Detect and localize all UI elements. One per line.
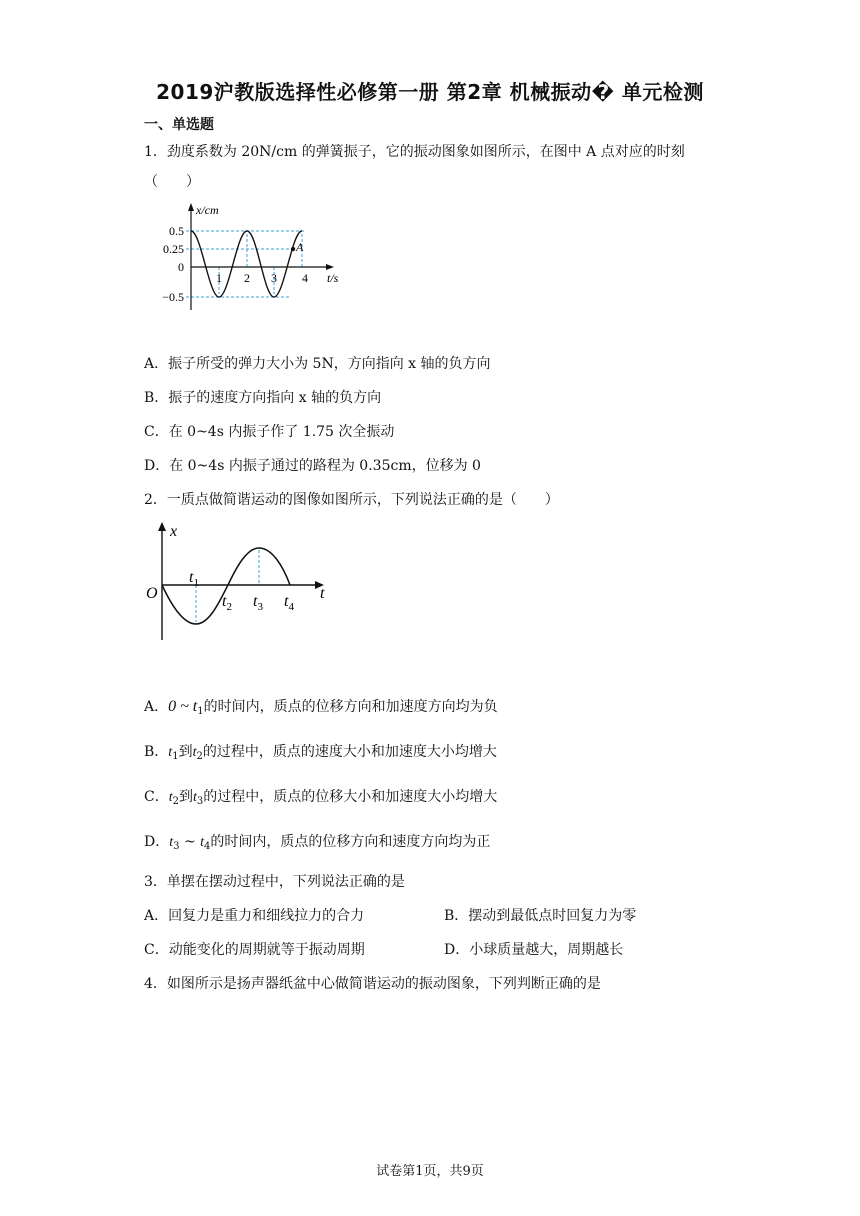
- question-2-figure: [140, 518, 340, 648]
- question-1-option-c[interactable]: C．在 0~4s 内振子作了 1.75 次全振动: [144, 424, 395, 440]
- y-axis-label: x/cm: [196, 203, 219, 217]
- point-a: [291, 247, 295, 251]
- question-3-option-d[interactable]: D．小球质量越大，周期越长: [444, 942, 624, 958]
- y-axis-label: x: [170, 523, 178, 540]
- point-a-label: A: [296, 240, 304, 254]
- question-3-stem: 3．单摆在摆动过程中，下列说法正确的是: [144, 874, 405, 890]
- question-1-figure: [150, 200, 370, 320]
- question-1-option-a[interactable]: A．振子所受的弹力大小为 5N，方向指向 x 轴的负方向: [144, 356, 491, 372]
- question-4-stem: 4．如图所示是扬声器纸盆中心做简谐运动的振动图象，下列判断正确的是: [144, 976, 601, 992]
- question-2-stem: 2．一质点做简谐运动的图像如图所示，下列说法正确的是（ ）: [144, 492, 559, 508]
- x-axis-label: t: [320, 585, 325, 602]
- y-tick-0: 0: [178, 260, 184, 274]
- t3-label: $t_3$: [253, 593, 263, 613]
- question-1-option-b[interactable]: B．振子的速度方向指向 x 轴的负方向: [144, 390, 382, 406]
- t4-label: $t_4$: [284, 593, 294, 613]
- question-3-option-c[interactable]: C．动能变化的周期就等于振动周期: [144, 942, 365, 958]
- section-heading: 一、单选题: [144, 117, 214, 133]
- y-tick-0.25: 0.25: [163, 242, 184, 256]
- x-tick-4: 4: [302, 271, 308, 285]
- t2-label: $t_2$: [222, 593, 232, 613]
- t1-label: $t_1$: [189, 569, 199, 589]
- question-3-option-a[interactable]: A．回复力是重力和细线拉力的合力: [144, 908, 365, 924]
- x-axis-arrow: [326, 264, 334, 270]
- x-tick-2: 2: [244, 271, 250, 285]
- question-2-option-a[interactable]: A．0 ~ $t_1$的时间内，质点的位移方向和加速度方向均为负: [144, 698, 498, 717]
- page-footer: 试卷第1页，共9页: [376, 1164, 484, 1179]
- question-1-option-d[interactable]: D．在 0~4s 内振子通过的路程为 0.35cm，位移为 0: [144, 458, 481, 474]
- question-1-stem-bracket: （ ）: [144, 174, 200, 190]
- question-2-option-d[interactable]: D．$t_3$ ~ $t_4$的时间内，质点的位移方向和速度方向均为正: [144, 834, 491, 852]
- y-tick-neg0.5: −0.5: [162, 290, 184, 304]
- x-tick-1: 1: [216, 271, 222, 285]
- x-axis-label: t/s: [327, 271, 339, 285]
- question-2-option-c[interactable]: C．$t_2$到$t_3$的过程中，质点的位移大小和加速度大小均增大: [144, 789, 498, 807]
- question-1-stem: 1．劲度系数为 20N/cm 的弹簧振子，它的振动图象如图所示，在图中 A 点对应的时刻: [144, 144, 685, 160]
- x-tick-3: 3: [271, 271, 277, 285]
- y-tick-0.5: 0.5: [169, 224, 184, 238]
- origin-label: O: [146, 585, 158, 602]
- y-axis-arrow: [188, 203, 194, 211]
- question-3-option-b[interactable]: B．摆动到最低点时回复力为零: [444, 908, 637, 924]
- y-axis-arrow: [158, 522, 166, 531]
- exam-title: 2019沪教版选择性必修第一册 第2章 机械振动� 单元检测: [156, 80, 704, 104]
- question-2-option-b[interactable]: B．$t_1$到$t_2$的过程中，质点的速度大小和加速度大小均增大: [144, 744, 497, 762]
